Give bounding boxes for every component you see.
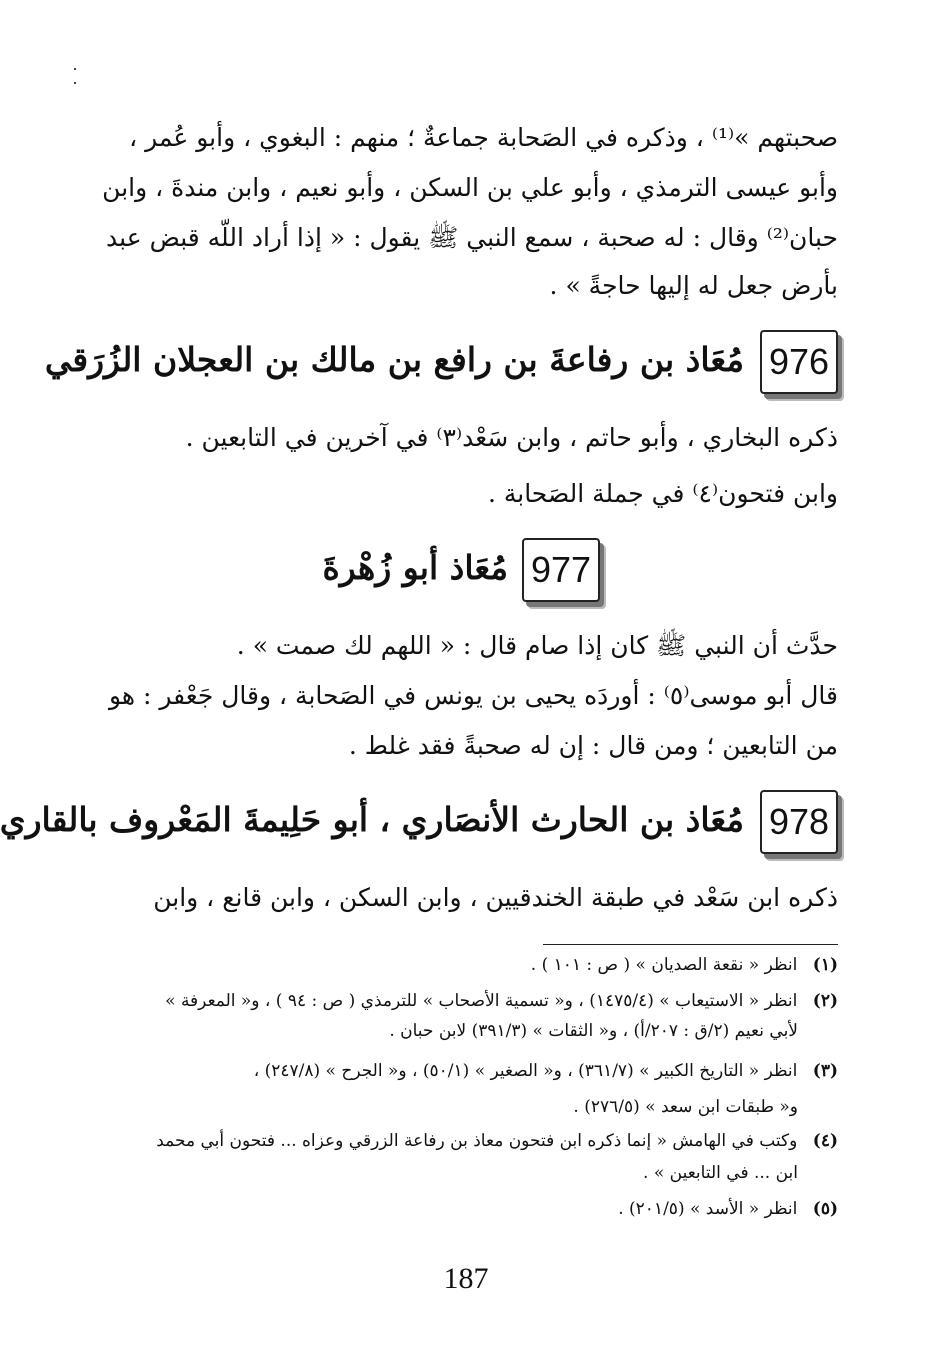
footnote-text: انظر « التاريخ الكبير » (٣٦١/٧) ، و« الصغير » (٥٠/١) ، و« الجرح » (٢٤٧/٨) ، [253,1061,798,1081]
text-line: وأبو عيسى الترمذي ، وأبو علي بن السكن ، وأبو نعيم ، وابن مندةَ ، وابن [102,173,838,202]
footnote-text: انظر « نقعة الصديان » ( ص : ١٠١ ) . [530,955,798,975]
entry-number-badge: 976 [760,330,838,394]
entry-number-badge: 977 [522,538,600,602]
text-line: صحبتهم »⁽¹⁾ ، وذكره في الصَحابة جماعةٌ ؛ منهم : البغوي ، وأبو عُمر ، [129,123,838,152]
footnote-3 [93,1058,838,1084]
footnote-5 [93,1196,838,1222]
footnote-number: (٤) [812,1131,838,1151]
footnote-2-continuation: لأبي نعيم (٢/ق : ٢٠٧/أ) ، و« الثقات » (٣٩١/٣) لابن حبان . [389,1021,798,1041]
entry-number-badge: 978 [760,790,838,854]
entry-heading-977 [120,538,838,614]
text-line: بأرض جعل له إليها حاجةً » . [549,271,838,300]
text-line: ذكره ابن سَعْد في طبقة الخندقيين ، وابن السكن ، وابن قانع ، وابن [153,883,838,912]
entry-name: مُعَاذ بن الحارث الأنصَاري ، أبو حَلِيمةَ المَعْروف بالقاري [0,800,744,839]
footnote-text: انظر « الاستيعاب » (١٤٧٥/٤) ، و« تسمية الأصحاب » للترمذي ( ص : ٩٤ ) ، و« المعرفة » [165,991,798,1011]
footnote-number: (٣) [812,1061,838,1081]
text-line: من التابعين ؛ ومن قال : إن له صحبةً فقد غلط . [348,731,838,760]
footnote-number: (٢) [812,991,838,1011]
entry-heading-978 [0,790,838,866]
entry-name: مُعَاذ أبو زُهْرةَ [322,548,508,587]
footnote-4 [93,1128,838,1154]
footnote-2 [93,988,838,1014]
entry-name: مُعَاذ بن رفاعةَ بن رافع بن مالك بن العجلان الزُرَقي [44,340,744,379]
text-line: حدَّث أن النبي ﷺ كان إذا صام قال : « اللهم لك صمت » . [236,631,838,660]
footnote-4-continuation: ابن ... في التابعين » . [643,1163,798,1183]
footnote-number: (٥) [812,1199,838,1219]
page-number: 187 [443,1262,489,1295]
footnote-separator [543,944,838,945]
footnote-number: (١) [812,955,838,975]
entry-heading-976 [44,330,838,406]
text-line: وابن فتحون⁽٤⁾ في جملة الصَحابة . [487,479,838,508]
footnote-1 [93,952,838,978]
text-line: قال أبو موسى⁽٥⁾ : أوردَه يحيى بن يونس في الصَحابة ، وقال جَعْفر : هو [108,681,838,710]
margin-mark [74,82,76,84]
footnote-3-continuation: و« طبقات ابن سعد » (٢٧٦/٥) . [573,1097,798,1117]
text-line: ذكره البخاري ، وأبو حاتم ، وابن سَعْد⁽٣⁾ في آخرين في التابعين . [185,423,838,452]
text-line: حبان⁽²⁾ وقال : له صحبة ، سمع النبي ﷺ يقول : « إذا أراد اللّه قبض عبد [106,223,838,252]
footnote-text: وكتب في الهامش « إنما ذكره ابن فتحون معاذ بن رفاعة الزرقي وعزاه ... فتحون أبي محمد [156,1131,798,1151]
footnote-text: انظر « الأسد » (٢٠١/٥) . [618,1199,798,1219]
margin-mark [74,68,76,70]
